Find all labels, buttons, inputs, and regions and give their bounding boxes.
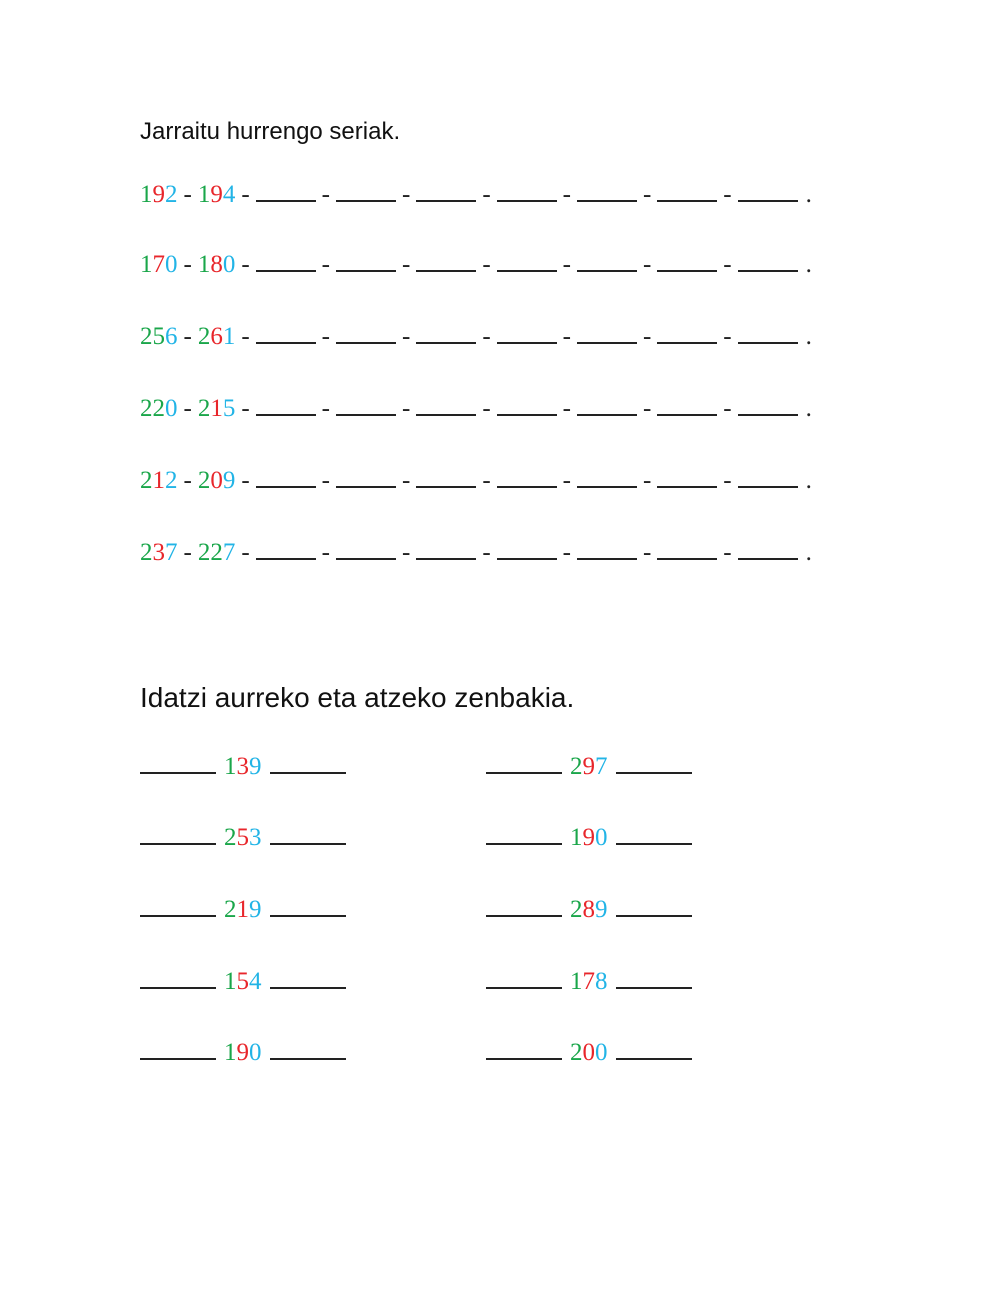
series-separator: - bbox=[562, 181, 571, 208]
middle-number bbox=[570, 968, 608, 996]
answer-blank[interactable] bbox=[738, 538, 798, 560]
digit: 9 bbox=[210, 181, 223, 208]
answer-blank[interactable] bbox=[416, 180, 476, 202]
series-separator: - bbox=[401, 395, 411, 422]
answer-blank[interactable] bbox=[336, 250, 396, 272]
digit: 9 bbox=[222, 467, 236, 494]
digit: 2 bbox=[224, 824, 237, 851]
digit: 9 bbox=[582, 753, 595, 780]
digit: 5 bbox=[236, 824, 249, 851]
series-row bbox=[140, 322, 812, 358]
series-separator: - bbox=[482, 395, 491, 422]
neighbor-row bbox=[140, 1038, 346, 1074]
answer-blank[interactable] bbox=[416, 250, 476, 272]
digit: 1 bbox=[140, 251, 153, 278]
digit: 1 bbox=[224, 968, 237, 995]
next-number-blank[interactable] bbox=[616, 823, 692, 845]
series-row bbox=[140, 538, 812, 574]
digit: 8 bbox=[582, 896, 595, 923]
previous-number-blank[interactable] bbox=[140, 752, 216, 774]
series-separator: - bbox=[562, 251, 571, 278]
digit: 1 bbox=[152, 467, 165, 494]
digit: 0 bbox=[222, 251, 236, 278]
series-separator: - bbox=[321, 395, 330, 422]
digit: 5 bbox=[152, 323, 165, 350]
series-separator: - bbox=[241, 539, 250, 566]
digit: 1 bbox=[570, 968, 583, 995]
series-row bbox=[140, 250, 812, 286]
digit: 5 bbox=[236, 968, 249, 995]
next-number-blank[interactable] bbox=[616, 1038, 692, 1060]
series-separator: - bbox=[642, 395, 652, 422]
digit: 2 bbox=[224, 896, 237, 923]
middle-number bbox=[224, 896, 262, 924]
series-separator: - bbox=[321, 181, 330, 208]
digit: 9 bbox=[249, 896, 262, 923]
digit: 7 bbox=[152, 251, 165, 278]
middle-number bbox=[570, 896, 608, 924]
answer-blank[interactable] bbox=[577, 466, 637, 488]
digit: 1 bbox=[222, 323, 236, 350]
answer-blank[interactable] bbox=[256, 538, 316, 560]
series-end-dot: . bbox=[805, 467, 812, 494]
series-separator: - bbox=[321, 467, 330, 494]
series-second-number bbox=[198, 467, 236, 495]
digit: 4 bbox=[222, 181, 236, 208]
answer-blank[interactable] bbox=[577, 180, 637, 202]
digit: 5 bbox=[222, 395, 236, 422]
answer-blank[interactable] bbox=[738, 322, 798, 344]
answer-blank[interactable] bbox=[416, 394, 476, 416]
series-separator: - bbox=[401, 251, 411, 278]
series-second-number bbox=[198, 539, 236, 567]
series-separator: - bbox=[482, 323, 491, 350]
series-separator: - bbox=[241, 467, 250, 494]
series-row bbox=[140, 466, 812, 502]
series-separator: - bbox=[723, 251, 732, 278]
digit: 1 bbox=[236, 896, 249, 923]
series-separator: - bbox=[401, 323, 411, 350]
neighbor-row bbox=[486, 823, 692, 859]
answer-blank[interactable] bbox=[256, 322, 316, 344]
series-separator: - bbox=[321, 251, 330, 278]
series-separator: - bbox=[482, 181, 491, 208]
middle-number bbox=[570, 753, 608, 781]
series-end-dot: . bbox=[805, 539, 812, 566]
series-separator: - bbox=[183, 395, 192, 422]
series-separator: - bbox=[241, 323, 250, 350]
neighbor-row bbox=[140, 967, 346, 1003]
series-separator: - bbox=[321, 539, 330, 566]
series-second-number bbox=[198, 181, 236, 209]
digit: 0 bbox=[249, 1039, 262, 1066]
series-first-number bbox=[140, 251, 178, 279]
digit: 3 bbox=[249, 824, 262, 851]
answer-blank[interactable] bbox=[497, 250, 557, 272]
series-separator: - bbox=[321, 323, 330, 350]
series-second-number bbox=[198, 323, 236, 351]
digit: 9 bbox=[236, 1039, 249, 1066]
series-separator: - bbox=[183, 323, 192, 350]
digit: 6 bbox=[165, 323, 178, 350]
answer-blank[interactable] bbox=[336, 466, 396, 488]
digit: 2 bbox=[140, 467, 153, 494]
digit: 8 bbox=[595, 968, 608, 995]
series-separator: - bbox=[482, 251, 491, 278]
series-separator: - bbox=[723, 395, 732, 422]
digit: 6 bbox=[210, 323, 223, 350]
answer-blank[interactable] bbox=[497, 322, 557, 344]
series-first-number bbox=[140, 539, 178, 567]
series-separator: - bbox=[241, 395, 250, 422]
digit: 0 bbox=[165, 395, 178, 422]
answer-blank[interactable] bbox=[657, 538, 717, 560]
digit: 2 bbox=[197, 395, 211, 422]
answer-blank[interactable] bbox=[416, 466, 476, 488]
next-number-blank[interactable] bbox=[270, 895, 346, 917]
series-separator: - bbox=[562, 539, 571, 566]
digit: 3 bbox=[152, 539, 165, 566]
neighbor-row bbox=[486, 967, 692, 1003]
digit: 9 bbox=[152, 181, 165, 208]
digit: 0 bbox=[582, 1039, 595, 1066]
digit: 2 bbox=[140, 539, 153, 566]
answer-blank[interactable] bbox=[738, 466, 798, 488]
answer-blank[interactable] bbox=[657, 394, 717, 416]
neighbor-row bbox=[486, 752, 692, 788]
series-separator: - bbox=[562, 323, 571, 350]
digit: 7 bbox=[595, 753, 608, 780]
answer-blank[interactable] bbox=[497, 394, 557, 416]
series-separator: - bbox=[183, 539, 192, 566]
middle-number bbox=[224, 824, 262, 852]
answer-blank[interactable] bbox=[336, 322, 396, 344]
answer-blank[interactable] bbox=[577, 394, 637, 416]
series-separator: - bbox=[562, 467, 571, 494]
digit: 2 bbox=[165, 181, 178, 208]
series-first-number bbox=[140, 395, 178, 423]
next-number-blank[interactable] bbox=[616, 752, 692, 774]
next-number-blank[interactable] bbox=[270, 823, 346, 845]
series-separator: - bbox=[642, 181, 652, 208]
series-row bbox=[140, 180, 812, 216]
series-separator: - bbox=[482, 467, 491, 494]
answer-blank[interactable] bbox=[256, 250, 316, 272]
neighbor-row bbox=[140, 823, 346, 859]
digit: 7 bbox=[582, 968, 595, 995]
digit: 0 bbox=[595, 1039, 608, 1066]
series-second-number bbox=[198, 395, 236, 423]
answer-blank[interactable] bbox=[497, 466, 557, 488]
digit: 1 bbox=[570, 824, 583, 851]
next-number-blank[interactable] bbox=[616, 967, 692, 989]
answer-blank[interactable] bbox=[416, 538, 476, 560]
series-separator: - bbox=[723, 539, 732, 566]
series-end-dot: . bbox=[805, 395, 812, 422]
series-separator: - bbox=[723, 323, 732, 350]
answer-blank[interactable] bbox=[577, 322, 637, 344]
middle-number bbox=[570, 824, 608, 852]
answer-blank[interactable] bbox=[336, 180, 396, 202]
series-separator: - bbox=[482, 539, 491, 566]
digit: 9 bbox=[595, 896, 608, 923]
next-number-blank[interactable] bbox=[270, 752, 346, 774]
previous-number-blank[interactable] bbox=[486, 967, 562, 989]
digit: 2 bbox=[197, 323, 211, 350]
series-end-dot: . bbox=[805, 251, 812, 278]
previous-number-blank[interactable] bbox=[486, 1038, 562, 1060]
middle-number bbox=[224, 968, 262, 996]
series-separator: - bbox=[183, 467, 192, 494]
digit: 2 bbox=[210, 539, 223, 566]
series-first-number bbox=[140, 181, 178, 209]
digit: 2 bbox=[140, 395, 153, 422]
series-separator: - bbox=[723, 467, 732, 494]
series-row bbox=[140, 394, 812, 430]
series-separator: - bbox=[241, 251, 250, 278]
digit: 1 bbox=[197, 181, 211, 208]
previous-number-blank[interactable] bbox=[140, 823, 216, 845]
next-number-blank[interactable] bbox=[616, 895, 692, 917]
answer-blank[interactable] bbox=[657, 250, 717, 272]
answer-blank[interactable] bbox=[497, 180, 557, 202]
answer-blank[interactable] bbox=[738, 250, 798, 272]
answer-blank[interactable] bbox=[256, 394, 316, 416]
answer-blank[interactable] bbox=[657, 466, 717, 488]
digit: 3 bbox=[236, 753, 249, 780]
answer-blank[interactable] bbox=[738, 394, 798, 416]
digit: 2 bbox=[197, 467, 211, 494]
series-separator: - bbox=[401, 467, 411, 494]
digit: 0 bbox=[165, 251, 178, 278]
answer-blank[interactable] bbox=[577, 538, 637, 560]
digit: 0 bbox=[210, 467, 223, 494]
digit: 4 bbox=[249, 968, 262, 995]
digit: 2 bbox=[152, 395, 165, 422]
series-separator: - bbox=[183, 181, 192, 208]
series-separator: - bbox=[642, 539, 652, 566]
digit: 2 bbox=[197, 539, 211, 566]
series-separator: - bbox=[562, 395, 571, 422]
series-separator: - bbox=[642, 251, 652, 278]
digit: 1 bbox=[224, 753, 237, 780]
previous-number-blank[interactable] bbox=[486, 823, 562, 845]
neighbor-row bbox=[140, 895, 346, 931]
digit: 2 bbox=[570, 1039, 583, 1066]
series-separator: - bbox=[723, 181, 732, 208]
next-number-blank[interactable] bbox=[270, 967, 346, 989]
answer-blank[interactable] bbox=[738, 180, 798, 202]
previous-number-blank[interactable] bbox=[140, 967, 216, 989]
digit: 1 bbox=[140, 181, 153, 208]
digit: 2 bbox=[140, 323, 153, 350]
answer-blank[interactable] bbox=[336, 538, 396, 560]
digit: 1 bbox=[210, 395, 223, 422]
answer-blank[interactable] bbox=[256, 466, 316, 488]
series-first-number bbox=[140, 467, 178, 495]
series-separator: - bbox=[642, 323, 652, 350]
digit: 7 bbox=[165, 539, 178, 566]
previous-number-blank[interactable] bbox=[486, 895, 562, 917]
digit: 9 bbox=[582, 824, 595, 851]
neighbor-row bbox=[140, 752, 346, 788]
previous-number-blank[interactable] bbox=[140, 1038, 216, 1060]
answer-blank[interactable] bbox=[657, 180, 717, 202]
digit: 7 bbox=[222, 539, 236, 566]
neighbor-row bbox=[486, 1038, 692, 1074]
previous-number-blank[interactable] bbox=[486, 752, 562, 774]
digit: 2 bbox=[570, 753, 583, 780]
previous-number-blank[interactable] bbox=[140, 895, 216, 917]
digit: 1 bbox=[224, 1039, 237, 1066]
series-first-number bbox=[140, 323, 178, 351]
series-end-dot: . bbox=[805, 323, 812, 350]
answer-blank[interactable] bbox=[416, 322, 476, 344]
series-separator: - bbox=[401, 181, 411, 208]
series-separator: - bbox=[401, 539, 411, 566]
middle-number bbox=[224, 753, 262, 781]
digit: 0 bbox=[595, 824, 608, 851]
series-separator: - bbox=[642, 467, 652, 494]
digit: 1 bbox=[197, 251, 211, 278]
neighbor-row bbox=[486, 895, 692, 931]
digit: 8 bbox=[210, 251, 223, 278]
series-end-dot: . bbox=[805, 181, 812, 208]
answer-blank[interactable] bbox=[577, 250, 637, 272]
series-section-title: Jarraitu hurrengo seriak. bbox=[140, 118, 401, 145]
answer-blank[interactable] bbox=[657, 322, 717, 344]
middle-number bbox=[224, 1039, 262, 1067]
series-separator: - bbox=[183, 251, 192, 278]
answer-blank[interactable] bbox=[336, 394, 396, 416]
series-separator: - bbox=[241, 181, 250, 208]
neighbors-section-title: Idatzi aurreko eta atzeko zenbakia. bbox=[140, 682, 575, 713]
digit: 2 bbox=[570, 896, 583, 923]
series-second-number bbox=[198, 251, 236, 279]
digit: 9 bbox=[249, 753, 262, 780]
next-number-blank[interactable] bbox=[270, 1038, 346, 1060]
answer-blank[interactable] bbox=[256, 180, 316, 202]
digit: 2 bbox=[165, 467, 178, 494]
middle-number bbox=[570, 1039, 608, 1067]
answer-blank[interactable] bbox=[497, 538, 557, 560]
